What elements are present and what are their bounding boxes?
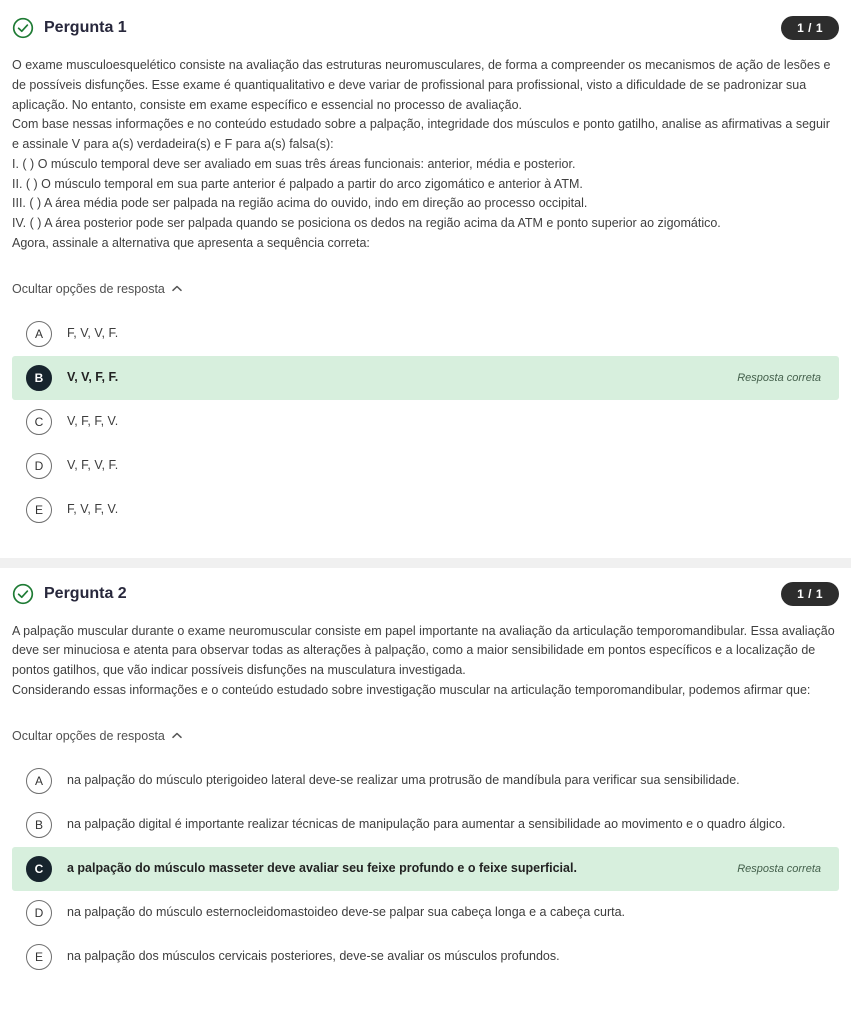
option-e[interactable] (12, 488, 839, 532)
hide-options-label: Ocultar opções de resposta (12, 728, 165, 743)
question-paragraph: Agora, assinale a alternativa que apresenta a sequência correta: (12, 235, 370, 250)
option-text: V, V, F, F. (67, 370, 119, 385)
question-2-options (12, 759, 839, 979)
question-title: Pergunta 2 (44, 584, 127, 602)
question-paragraph: O exame musculoesquelético consiste na avaliação das estruturas neuromusculares, de forma a compreender os mecanismos de ação de lesões e de possíveis disfunções. Esse exame é quantiqualitativo e deve variar de profissional para profissional, visto a dificuldade de se padronizar sua aplicação. No entanto, consiste em exame específico e essencial no processo de avaliação. (12, 58, 831, 112)
question-paragraph: Com base nessas informações e no conteúdo estudado sobre a palpação, integridade dos músculos e ponto gatilho, analise as afirmativas a seguir e assinale V para a(s) verdadeira(s) e F para a(s) falsa(s): (12, 117, 830, 151)
correct-answer-label: Resposta correta (737, 862, 821, 875)
option-b-correct[interactable] (12, 356, 839, 400)
option-d[interactable] (12, 891, 839, 935)
hide-options-label: Ocultar opções de resposta (12, 281, 165, 296)
option-letter: A (26, 768, 52, 794)
option-a[interactable] (12, 312, 839, 356)
option-e[interactable] (12, 935, 839, 979)
question-statement: IV. ( ) A área posterior pode ser palpada quando se posiciona os dedos na região acima da ATM e ponto superior ao zigomático. (12, 216, 721, 230)
check-circle-icon (12, 17, 34, 39)
question-statement: II. ( ) O músculo temporal em sua parte anterior é palpado a partir do arco zigomático e anterior à ATM. (12, 176, 583, 191)
option-c[interactable] (12, 400, 839, 444)
chevron-up-icon (172, 732, 182, 739)
question-paragraph: Considerando essas informações e o conteúdo estudado sobre investigação muscular na articulação temporomandibular, podemos afirmar que: (12, 682, 811, 697)
option-letter: D (26, 900, 52, 926)
option-text: V, F, F, V. (67, 414, 119, 429)
option-text: na palpação do músculo pterigoideo lateral deve-se realizar uma protrusão de mandíbula para verificar sua sensibilidade. (67, 773, 740, 788)
hide-options-toggle[interactable] (12, 729, 182, 743)
option-a[interactable] (12, 759, 839, 803)
option-b[interactable] (12, 803, 839, 847)
option-text: na palpação do músculo esternocleidomastoideo deve-se palpar sua cabeça longa e a cabeça curta. (67, 905, 626, 920)
question-statement: III. ( ) A área média pode ser palpada na região acima do ouvido, indo em direção ao processo occipital. (12, 196, 588, 211)
option-text: F, V, V, F. (67, 326, 119, 341)
score-badge: 1 / 1 (781, 16, 839, 40)
option-letter: B (26, 365, 52, 391)
question-1-options (12, 312, 839, 532)
question-2-text (12, 622, 839, 701)
chevron-up-icon (172, 285, 182, 292)
question-1-header (12, 16, 839, 40)
option-text: F, V, F, V. (67, 502, 119, 517)
option-c-correct[interactable] (12, 847, 839, 891)
option-letter: C (26, 856, 52, 882)
option-text: V, F, V, F. (67, 458, 119, 473)
option-d[interactable] (12, 444, 839, 488)
section-divider (0, 558, 851, 568)
score-badge: 1 / 1 (781, 582, 839, 606)
question-statement: I. ( ) O músculo temporal deve ser avaliado em suas três áreas funcionais: anterior, média e posterior. (12, 156, 576, 171)
correct-answer-label: Resposta correta (737, 371, 821, 384)
option-letter: A (26, 321, 52, 347)
hide-options-toggle[interactable] (12, 282, 182, 296)
option-letter: B (26, 812, 52, 838)
question-1 (12, 16, 839, 532)
option-letter: D (26, 453, 52, 479)
check-circle-icon (12, 583, 34, 605)
question-2 (12, 582, 839, 979)
question-1-text (12, 56, 839, 254)
option-letter: E (26, 944, 52, 970)
question-2-header (12, 582, 839, 606)
option-letter: C (26, 409, 52, 435)
option-text: a palpação do músculo masseter deve avaliar seu feixe profundo e o feixe superficial. (67, 861, 577, 876)
question-title: Pergunta 1 (44, 19, 127, 36)
option-text: na palpação dos músculos cervicais posteriores, deve-se avaliar os músculos profundos. (67, 949, 560, 964)
question-paragraph: A palpação muscular durante o exame neuromuscular consiste em papel importante na avaliação da articulação temporomandibular. Essa avaliação deve ser minuciosa e atenta para observar todas as alterações à palpação, como a maior sensibilidade em pontos específicos e a localização de pontos gatilhos, que vão indicar possíveis disfunções na musculatura investigada. (12, 623, 835, 677)
option-text: na palpação digital é importante realizar técnicas de manipulação para aumentar a sensibilidade ao movimento e o quadro álgico. (67, 817, 786, 832)
option-letter: E (26, 497, 52, 523)
